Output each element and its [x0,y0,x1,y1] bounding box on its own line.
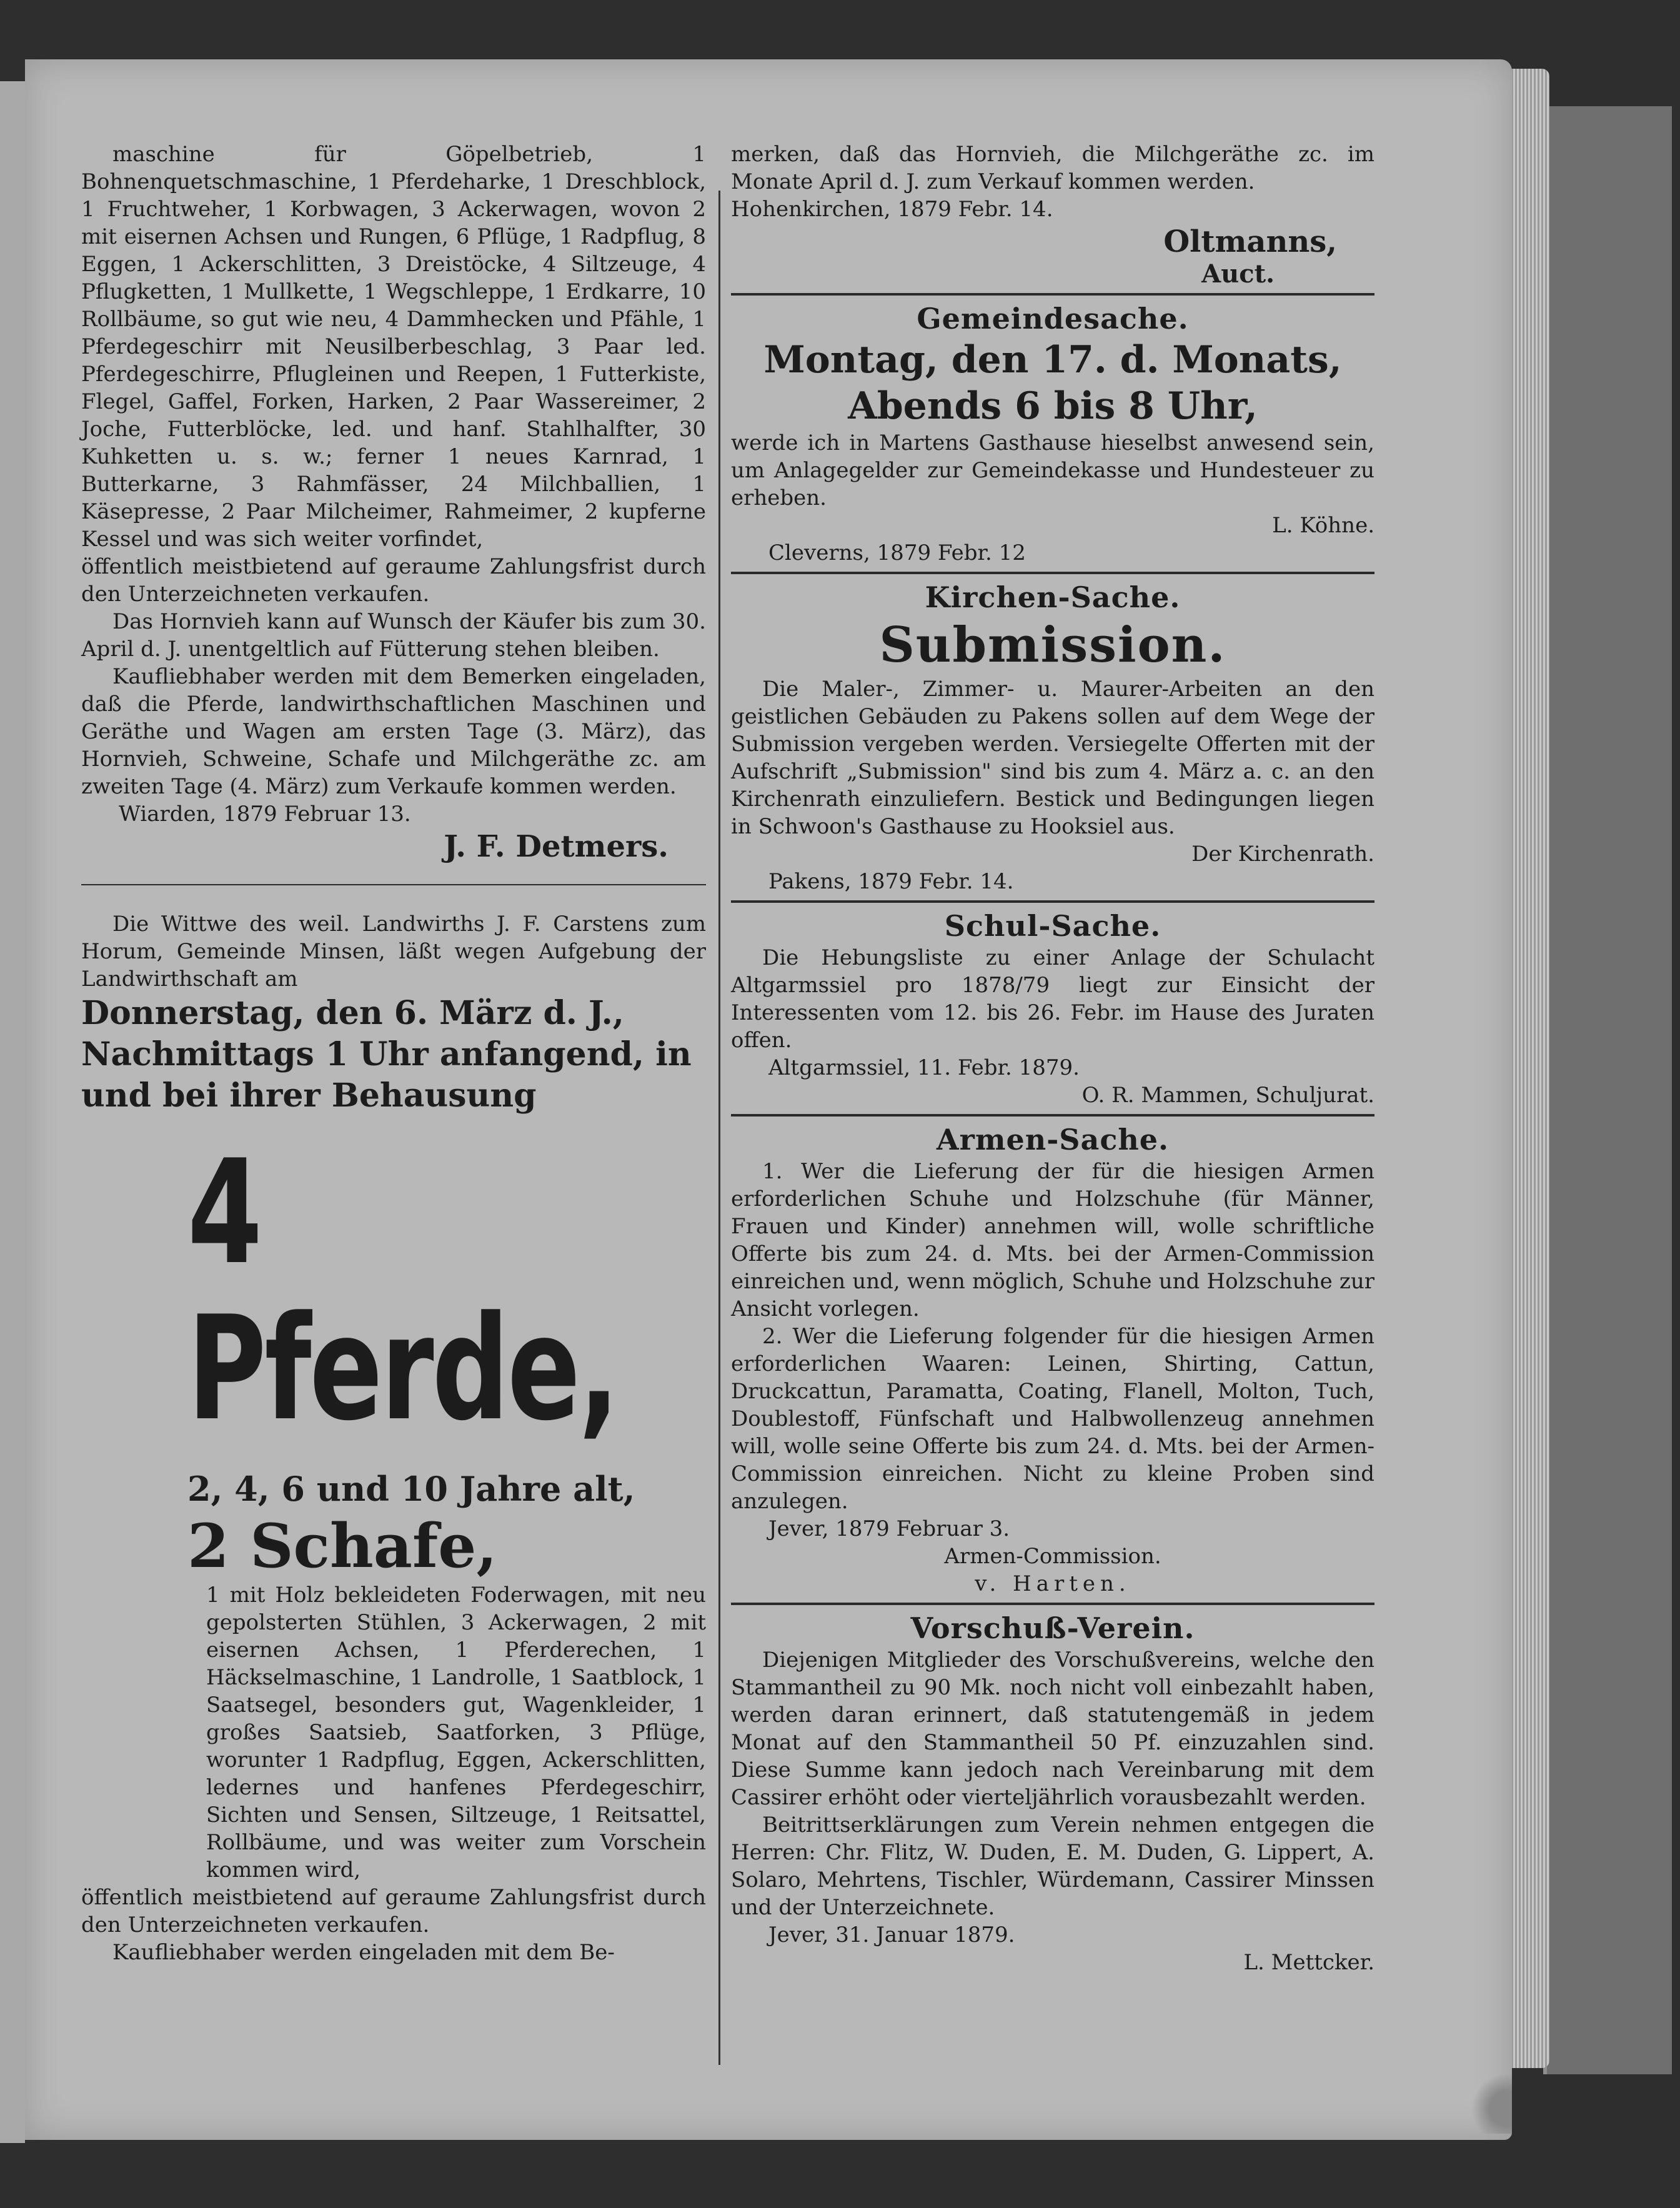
left-column [81,141,706,1966]
book-cover [1543,106,1672,2074]
ad2-last-line: Kaufliebhaber werden eingeladen mit dem Be- [112,1940,615,1965]
facing-page-edge [0,81,25,2143]
ad2-ages: 2, 4, 6 und 10 Jahre alt, [187,1469,635,1509]
ad2-date-line3: und bei ihrer Behausung [81,1077,537,1115]
separator [731,293,1374,296]
auction-list-text: maschine für Göpelbetrieb, 1 Bohnenquetschmaschine, 1 Pferdeharke, 1 Dreschblock, 1 Fruchtweher, 1 Korbwagen, 3 Ackerwagen, wovon 2 mit eisernen Achsen und Rungen, 6 Pflüge, 1 Radpflug, 8 Eggen, 1 Ackerschlitten, 3 Dreistöcke, 4 Siltzeuge, 4 Pflugketten, 1 Mullkette, 1 Wegschleppe, 1 Erdkarre, 10 Rollbäume, so gut wie neu, 4 Dammhecken und Pfähle, 1 Pferdegeschirr mit Neusilberbeschlag, 3 Paar led. Pferdegeschirre, Pflugleinen und Reepen, 1 Futterkiste, Flegel, Gaffel, Forken, Harken, 2 Paar Wassereimer, 2 Joche, Futterblöcke, led. und hanf. Stahlhalfter, 30 Kuhketten u. s. w.; ferner 1 neues Karnrad, 1 Butterkarne, 3 Rahmfässer, 24 Milchballien, 1 Käsepresse, 2 Paar Milcheimer, Rahmeimer, 2 kupferne Kessel und was sich weiter vorfindet, [81,142,706,552]
right-column [731,141,1374,1976]
gemeinde-date-line2: Abends 6 bis 8 Uhr, [848,384,1258,428]
separator [731,572,1374,574]
column-divider [718,191,720,2065]
section-heading-armen: Armen-Sache. [936,1123,1170,1156]
dateline: Wiarden, 1879 Februar 13. [119,802,411,827]
signature-detmers: J. F. Detmers. [444,829,669,864]
ad2-sale-line: öffentlich meistbietend auf geraume Zahlungsfrist durch den Unterzeichneten verkaufen. [81,1885,706,1937]
vorschuss-dateline: Jever, 31. Januar 1879. [768,1922,1015,1947]
vorschuss-paragraph-1: Diejenigen Mitglieder des Vorschußvereins, welche den Stammantheil zu 90 Mk. noch nicht voll einbezahlt haben, werden daran erinnert, daß statutengemäß in jedem Monat auf den Stammantheil 50 Pf. einzuzahlen sind. Diese Summe kann jedoch nach Vereinbarung mit dem Cassirer erhöht oder vierteljährlich vorausbezahlt werden. [731,1648,1374,1810]
gemeinde-signature: L. Köhne. [1272,513,1374,538]
signature-title: Auct. [1201,259,1275,289]
separator [731,900,1374,903]
section-heading-vorschuss: Vorschuß-Verein. [910,1611,1195,1645]
kirchen-signature: Der Kirchenrath. [1191,842,1374,867]
separator [731,1114,1374,1116]
gemeinde-text: werde ich in Martens Gasthause hieselbst anwesend sein, um Anlagegelder zur Gemeindekasse und Hundesteuer zu erheben. [731,430,1374,510]
dateline-hohenkirchen: Hohenkirchen, 1879 Febr. 14. [731,197,1053,222]
ad2-item-list [81,1581,706,1884]
sale-line: öffentlich meistbietend auf geraume Zahlungsfrist durch den Unterzeichneten verkaufen. [81,554,706,607]
ad2-date-line2: Nachmittags 1 Uhr anfangend, in [81,1035,692,1073]
armen-dateline: Jever, 1879 Februar 3. [768,1516,1010,1541]
signature-oltmanns: Oltmanns, [1163,224,1337,259]
gemeinde-dateline: Cleverns, 1879 Febr. 12 [768,540,1026,565]
gemeinde-date-line1: Montag, den 17. d. Monats, [763,338,1342,382]
ad2-pferde-headline: 4 Pferde, [187,1130,618,1453]
armen-paragraph-1: 1. Wer die Lieferung der für die hiesigen Armen erforderlichen Schuhe und Holzschuhe (für Männer, Frauen und Kinder) annehmen will, wolle schriftliche Offerte bis zum 24. d. Mts. bei der Armen-Commission einreichen und, wenn möglich, Schuhe und Holzschuhe zur Ansicht vorlegen. [731,1159,1374,1321]
separator [731,1603,1374,1605]
separator [81,884,706,885]
ad2-schafe: 2 Schafe, [187,1511,497,1581]
armen-paragraph-2: 2. Wer die Lieferung folgender für die hiesigen Armen erforderlichen Waaren: Leinen, Shirting, Cattun, Druckcattun, Paramatta, Coating, Flanell, Molton, Tuch, Doublestoff, Fünfschaft und Halbwollenzeug annehmen will, wolle seine Offerte bis zum 24. d. Mts. bei der Armen-Commission einreichen. Nicht zu kleine Proben sind anzulegen. [731,1324,1374,1514]
vorschuss-paragraph-2: Beitrittserklärungen zum Verein nehmen entgegen die Herren: Chr. Flitz, W. Duden, E. M. Duden, G. Lippert, A. Solaro, Mehrtens, Tischler, Würdemann, Cassirer Minssen und der Unterzeichnete. [731,1813,1374,1920]
page-tear [1462,2071,1512,2134]
submission-headline: Submission. [879,617,1226,674]
armen-signature-1: Armen-Commission. [944,1544,1161,1569]
continuation-text: merken, daß das Hornvieh, die Milchgeräthe zc. im Monate April d. J. zum Verkauf kommen werden. [731,142,1374,194]
newspaper-page [25,59,1512,2140]
hornvieh-note: Das Hornvieh kann auf Wunsch der Käufer bis zum 30. April d. J. unentgeltlich auf Fütterung stehen bleiben. [81,609,706,662]
ad2-intro: Die Wittwe des weil. Landwirths J. F. Carstens zum Horum, Gemeinde Minsen, läßt wegen Aufgebung der Landwirthschaft am [81,912,706,992]
section-heading-gemeinde: Gemeindesache. [917,302,1189,336]
kirchen-dateline: Pakens, 1879 Febr. 14. [768,869,1014,894]
ad2-items: 1 mit Holz bekleideten Foderwagen, mit neu gepolsterten Stühlen, 3 Ackerwagen, 2 mit eisernen Achsen, 1 Pferderechen, 1 Häckselmaschine, 1 Landrolle, 1 Saatblock, 1 Saatsegel, besonders gut, Wagenkleider, 1 großes Saatsieb, Saatforken, 3 Pflüge, worunter 1 Radpflug, Eggen, Ackerschlitten, ledernes und hanfenes Pferdegeschirr, Sichten und Sensen, Siltzeuge, 1 Reitsattel, Rollbäume, und was weiter zum Vorschein kommen wird, [206,1583,706,1882]
schul-text: Die Hebungsliste zu einer Anlage der Schulacht Altgarmssiel pro 1878/79 liegt zur Einsicht der Interessenten vom 12. bis 26. Febr. im Hause des Juraten offen. [731,945,1374,1053]
page-edges [1506,69,1549,2068]
buyers-note: Kaufliebhaber werden mit dem Bemerken eingeladen, daß die Pferde, landwirthschaftlichen Maschinen und Geräthe und Wagen am ersten Tage (3. März), das Hornvieh, Schweine, Schafe und Milchgeräthe zc. am zweiten Tage (4. März) zum Verkaufe kommen werden. [81,664,706,799]
kirchen-text: Die Maler-, Zimmer- u. Maurer-Arbeiten an den geistlichen Gebäuden zu Pakens sollen auf dem Wege der Submission vergeben werden. Versiegelte Offerten mit der Aufschrift „Submission" sind bis zum 4. März a. c. an den Kirchenrath einzuliefern. Bestick und Bedingungen liegen in Schwoon's Gasthause zu Hooksiel aus. [731,677,1374,839]
section-heading-schul: Schul-Sache. [944,909,1161,943]
vorschuss-signature: L. Mettcker. [1243,1950,1374,1975]
schul-signature: O. R. Mammen, Schuljurat. [1081,1083,1374,1108]
schul-dateline: Altgarmssiel, 11. Febr. 1879. [768,1055,1080,1080]
section-heading-kirchen: Kirchen-Sache. [925,580,1181,614]
ad2-date-line1: Donnerstag, den 6. März d. J., [81,994,624,1032]
armen-signature-2: v. Harten. [975,1571,1131,1596]
